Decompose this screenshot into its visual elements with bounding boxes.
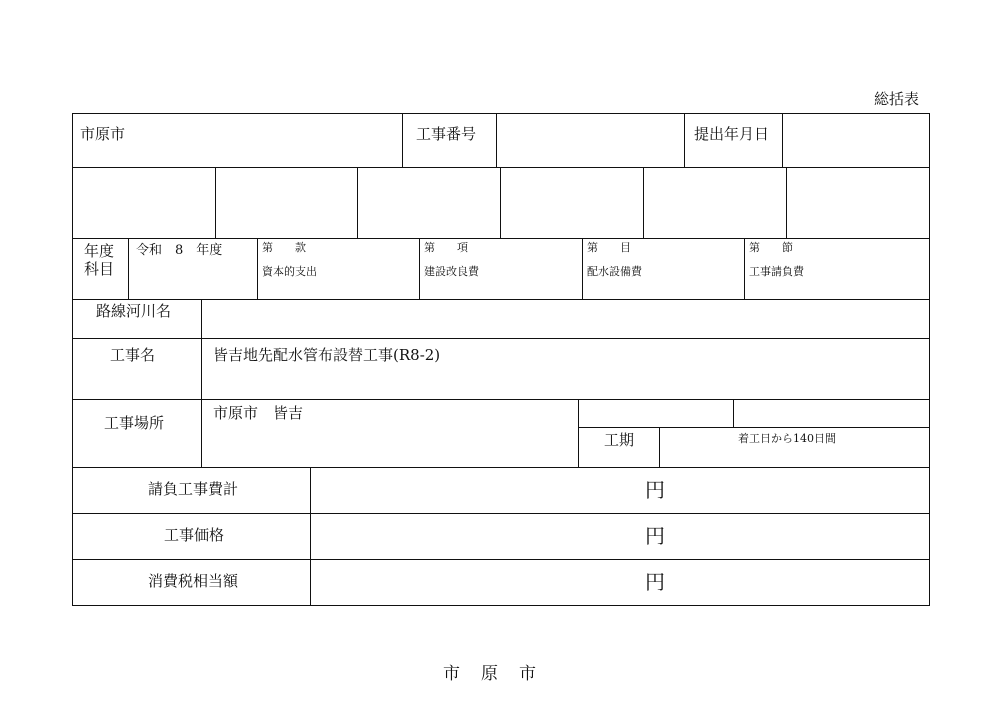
document-type-label: 総括表	[874, 90, 920, 108]
work-price-label: 工事価格	[164, 526, 225, 544]
blank-cell	[502, 169, 642, 237]
work-name-value: 皆吉地先配水管布設替工事(R8-2)	[213, 346, 441, 364]
yen-unit: 円	[645, 524, 665, 548]
submit-date-label: 提出年月日	[694, 125, 770, 143]
blank-cell	[788, 169, 928, 237]
work-place-value: 市原市 皆吉	[213, 404, 304, 422]
contract-cost-total-label: 請負工事費計	[148, 480, 239, 498]
budget-year-label-line1: 年度	[84, 242, 115, 260]
setsu-label: 第 節	[749, 241, 793, 254]
period-value: 着工日から140日間	[738, 432, 836, 445]
period-label: 工期	[604, 431, 635, 449]
consumption-tax-label: 消費税相当額	[148, 572, 239, 590]
kan-label: 第 款	[262, 241, 306, 254]
moku-label: 第 目	[587, 241, 631, 254]
submit-date-field[interactable]	[784, 115, 928, 166]
fiscal-year: 令和 8 年度	[136, 243, 223, 258]
moku-value: 配水設備費	[587, 265, 642, 278]
city-name: 市原市	[80, 125, 126, 143]
budget-subject-label-line2: 科目	[84, 260, 115, 278]
kou-label: 第 項	[424, 241, 468, 254]
route-river-label: 路線河川名	[96, 302, 172, 320]
yen-unit: 円	[645, 570, 665, 594]
work-place-label: 工事場所	[104, 414, 165, 432]
work-number-label: 工事番号	[416, 125, 477, 143]
work-name-label: 工事名	[110, 346, 156, 364]
kou-value: 建設改良費	[424, 265, 479, 278]
blank-cell	[217, 169, 356, 237]
blank-cell	[359, 169, 499, 237]
blank-cell	[645, 169, 785, 237]
kan-value: 資本的支出	[262, 265, 317, 278]
issuer-name: 市 原 市	[443, 664, 538, 684]
yen-unit: 円	[645, 478, 665, 502]
blank-cell	[74, 169, 214, 237]
route-river-field[interactable]	[203, 301, 928, 337]
setsu-value: 工事請負費	[749, 265, 804, 278]
work-number-field[interactable]	[498, 115, 683, 166]
